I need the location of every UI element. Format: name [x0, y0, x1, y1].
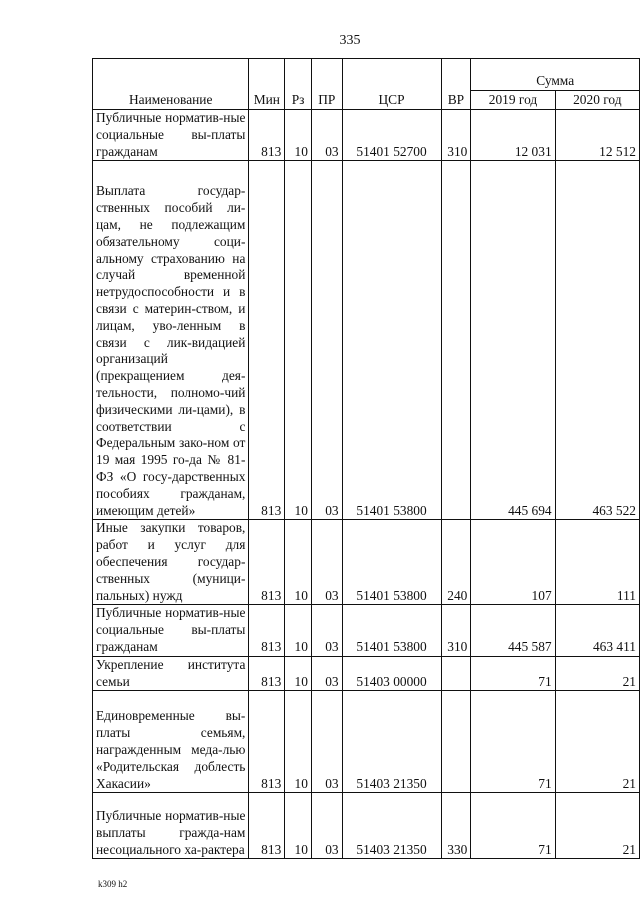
row-name: Публичные норматив-ные социальные вы-платы гражданам: [93, 110, 249, 161]
row-rz: 10: [285, 605, 312, 656]
table-row: [93, 691, 640, 793]
row-sum-2020: 12 512: [555, 110, 639, 161]
col-header-rz: Рз: [285, 59, 312, 110]
col-header-2020: 2020 год: [555, 91, 639, 110]
row-min: 813: [249, 656, 285, 691]
row-vr: 310: [441, 605, 471, 656]
row-csr: 51401 53800: [342, 161, 441, 520]
row-sum-2020: 111: [555, 520, 639, 605]
row-sum-2019: 71: [471, 793, 555, 859]
row-sum-2019: 71: [471, 656, 555, 691]
row-sum-2019: 12 031: [471, 110, 555, 161]
row-rz: 10: [285, 161, 312, 520]
budget-table: [92, 58, 640, 859]
row-min: 813: [249, 161, 285, 520]
footer-code: k309 h2: [98, 879, 128, 889]
row-csr: 51403 21350: [342, 691, 441, 793]
row-pr: 03: [311, 110, 342, 161]
row-pr: 03: [311, 520, 342, 605]
row-min: 813: [249, 793, 285, 859]
col-header-name: Наименование: [93, 59, 249, 110]
row-csr: 51403 21350: [342, 793, 441, 859]
row-csr: 51401 52700: [342, 110, 441, 161]
table-row: [93, 520, 640, 605]
table-row: [93, 605, 640, 656]
row-rz: 10: [285, 793, 312, 859]
header-row: [93, 59, 640, 91]
row-vr: 240: [441, 520, 471, 605]
col-header-min: Мин: [249, 59, 285, 110]
row-vr: [441, 691, 471, 793]
row-vr: [441, 656, 471, 691]
table-row: [93, 161, 640, 520]
row-pr: 03: [311, 161, 342, 520]
row-name: Иные закупки товаров, работ и услуг для обеспечения государ-ственных (муници-пальных) нужд: [93, 520, 249, 605]
row-rz: 10: [285, 110, 312, 161]
col-header-sum: Сумма: [471, 59, 640, 91]
row-min: 813: [249, 520, 285, 605]
row-vr: 310: [441, 110, 471, 161]
row-vr: [441, 161, 471, 520]
table-row: [93, 656, 640, 691]
row-name: Публичные норматив-ные социальные вы-платы гражданам: [93, 605, 249, 656]
row-csr: 51401 53800: [342, 520, 441, 605]
row-sum-2019: 107: [471, 520, 555, 605]
row-pr: 03: [311, 605, 342, 656]
col-header-csr: ЦСР: [342, 59, 441, 110]
row-sum-2019: 445 587: [471, 605, 555, 656]
row-sum-2020: 21: [555, 656, 639, 691]
col-header-pr: ПР: [311, 59, 342, 110]
row-sum-2019: 71: [471, 691, 555, 793]
row-rz: 10: [285, 656, 312, 691]
col-header-vr: ВР: [441, 59, 471, 110]
row-min: 813: [249, 605, 285, 656]
table-row: [93, 110, 640, 161]
row-pr: 03: [311, 691, 342, 793]
row-min: 813: [249, 110, 285, 161]
row-rz: 10: [285, 691, 312, 793]
row-sum-2019: 445 694: [471, 161, 555, 520]
page-number: 335: [339, 33, 361, 48]
row-name: Публичные норматив-ные выплаты гражда-нам несоциального ха-рактера: [93, 793, 249, 859]
row-pr: 03: [311, 656, 342, 691]
row-name: Выплата государ-ственных пособий ли-цам, не подлежащим обязательному соци-альному страхованию на случай временной нетрудоспособности и в связи с материн-ством, и лицам, уво-ленным в связи с лик-видацией организаций (прекращением дея-тельности, полномо-чий физическими ли-цами), в соответствии с Федеральным зако-ном от 19 мая 1995 го-да № 81-ФЗ «О госу-дарственных пособиях гражданам, имеющим детей»: [93, 161, 249, 520]
row-csr: 51403 00000: [342, 656, 441, 691]
row-sum-2020: 463 411: [555, 605, 639, 656]
row-sum-2020: 21: [555, 793, 639, 859]
table-row: [93, 793, 640, 859]
row-rz: 10: [285, 520, 312, 605]
row-vr: 330: [441, 793, 471, 859]
row-sum-2020: 21: [555, 691, 639, 793]
row-csr: 51401 53800: [342, 605, 441, 656]
row-sum-2020: 463 522: [555, 161, 639, 520]
row-name: Единовременные вы-платы семьям, награжденным меда-лью «Родительская доблесть Хакасии»: [93, 691, 249, 793]
col-header-2019: 2019 год: [471, 91, 555, 110]
row-pr: 03: [311, 793, 342, 859]
row-min: 813: [249, 691, 285, 793]
row-name: Укрепление института семьи: [93, 656, 249, 691]
